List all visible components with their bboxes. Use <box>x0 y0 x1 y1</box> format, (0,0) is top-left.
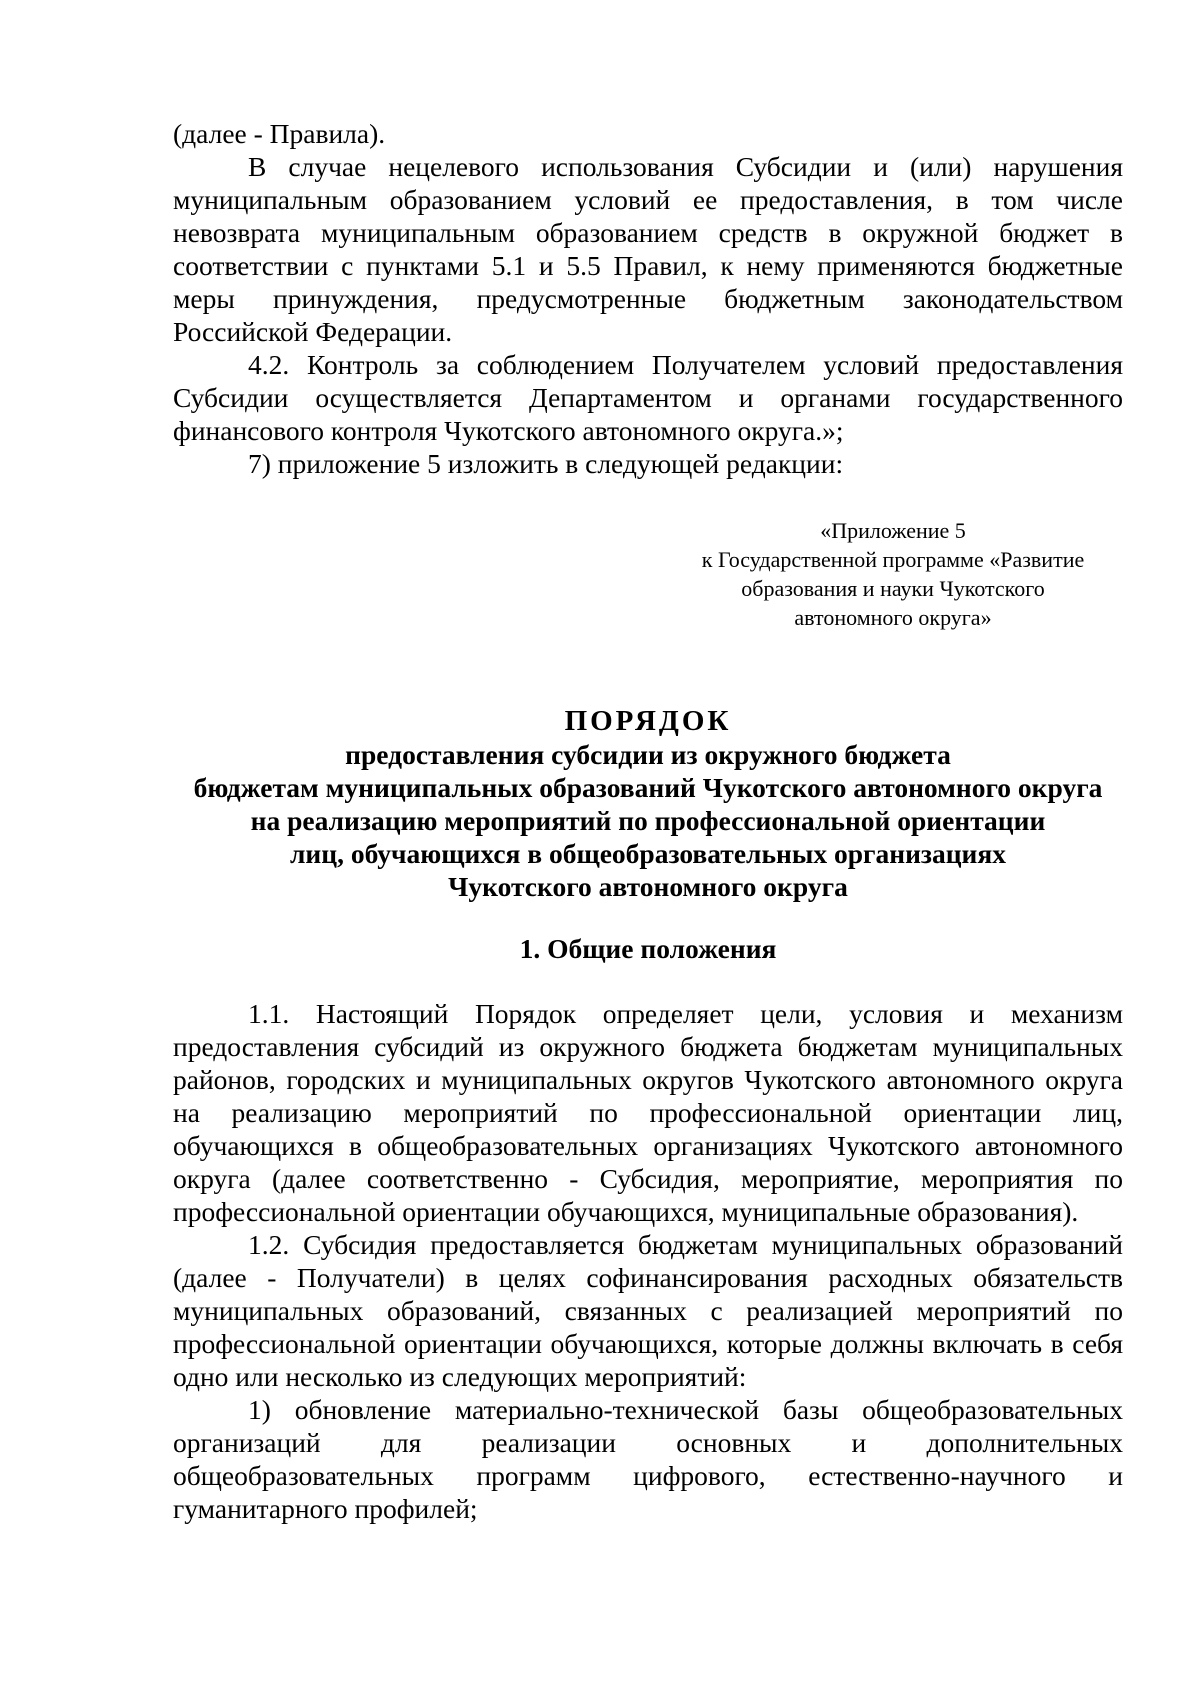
heading-line-4: лиц, обучающихся в общеобразовательных организациях <box>289 838 1007 869</box>
appendix-reference <box>658 516 1128 632</box>
paragraph-1-2-item-1: 1) обновление материально-технической базы общеобразовательных организаций для реализации основных и дополнительных общеобразовательных программ цифрового, естественно-научного и гуманитарного профилей; <box>173 1394 1123 1524</box>
heading-title: ПОРЯДОК <box>564 705 732 737</box>
heading-line-2: бюджетам муниципальных образований Чукотского автономного округа <box>193 772 1103 803</box>
paragraph-4-2: 4.2. Контроль за соблюдением Получателем условий предоставления Субсидии осуществляется Департаментом и органами государственного финансового контроля Чукотского автономного округа.»; <box>173 349 1123 446</box>
heading-line-3: на реализацию мероприятий по профессиональной ориентации <box>250 805 1046 836</box>
document-page <box>173 117 1123 1525</box>
heading-line-1: предоставления субсидии из окружного бюджета <box>345 739 951 770</box>
appendix-line-2: к Государственной программе «Развитие <box>701 547 1085 572</box>
intro-continuation: (далее - Правила). <box>173 118 386 149</box>
appendix-line-3: образования и науки Чукотского <box>741 576 1045 601</box>
appendix-line-1: «Приложение 5 <box>820 518 966 543</box>
section-1-title: 1. Общие положения <box>519 933 777 964</box>
document-heading <box>173 705 1123 903</box>
appendix-line-4: автономного округа» <box>794 605 992 630</box>
paragraph-item-7: 7) приложение 5 изложить в следующей редакции: <box>248 448 844 479</box>
paragraph-1-1: 1.1. Настоящий Порядок определяет цели, условия и механизм предоставления субсидий из окружного бюджета бюджетам муниципальных районов, городских и муниципальных округов Чукотского автономного округа на реализацию мероприятий по профессиональной ориентации лиц, обучающихся в общеобразовательных организациях Чукотского автономного округа (далее соответственно - Субсидия, мероприятие, мероприятия по профессиональной ориентации обучающихся, муниципальные образования). <box>173 998 1123 1227</box>
paragraph-1-2: 1.2. Субсидия предоставляется бюджетам муниципальных образований (далее - Получатели) в целях софинансирования расходных обязательств муниципальных образований, связанных с реализацией мероприятий по профессиональной ориентации обучающихся, которые должны включать в себя одно или несколько из следующих мероприятий: <box>173 1229 1123 1392</box>
paragraph-misuse: В случае нецелевого использования Субсидии и (или) нарушения муниципальным образованием условий ее предоставления, в том числе невозврата муниципальным образованием средств в окружной бюджет в соответствии с пунктами 5.1 и 5.5 Правил, к нему применяются бюджетные меры принуждения, предусмотренные бюджетным законодательством Российской Федерации. <box>173 151 1123 347</box>
heading-line-5: Чукотского автономного округа <box>448 871 848 902</box>
